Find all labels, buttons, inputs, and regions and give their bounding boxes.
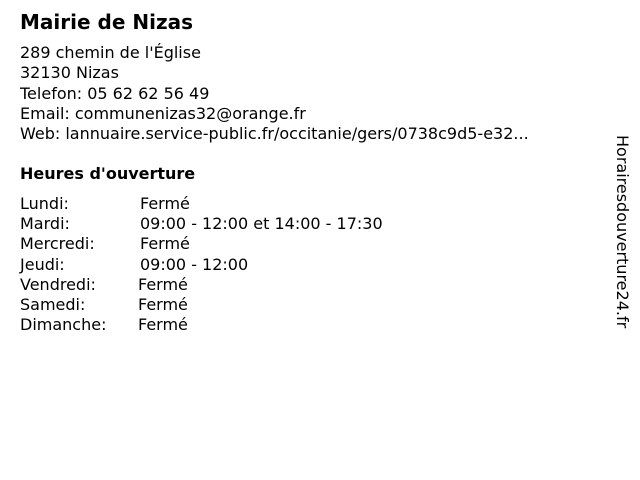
day-hours: Fermé [138,294,188,314]
hours-heading: Heures d'ouverture [20,164,196,183]
day-hours: Fermé [138,274,188,294]
day-label: Lundi: [20,194,69,213]
day-hours: 09:00 - 12:00 [140,254,249,274]
day-hours: Fermé [140,194,190,213]
day-label: Vendredi: [20,274,96,294]
contact-info [20,43,529,144]
day-label: Jeudi: [20,254,65,274]
day-label: Mardi: [20,214,70,234]
day-hours: 09:00 - 12:00 et 14:00 - 17:30 [140,214,383,234]
address-street: 289 chemin de l'Église [20,43,201,62]
email-text: Email: communenizas32@orange.fr [20,103,306,123]
day-label: Samedi: [20,294,86,314]
day-hours: Fermé [140,234,190,254]
site-watermark: Horairesdouverture24.fr [613,135,632,329]
web-text: Web: lannuaire.service-public.fr/occitanie/gers/0738c9d5-e32... [20,124,529,144]
phone-text: Telefon: 05 62 62 56 49 [20,83,210,103]
place-name: Mairie de Nizas [20,10,193,34]
day-label: Mercredi: [20,234,95,254]
address-city: 32130 Nizas [20,63,119,83]
day-label: Dimanche: [20,315,107,335]
day-hours: Fermé [138,315,188,335]
